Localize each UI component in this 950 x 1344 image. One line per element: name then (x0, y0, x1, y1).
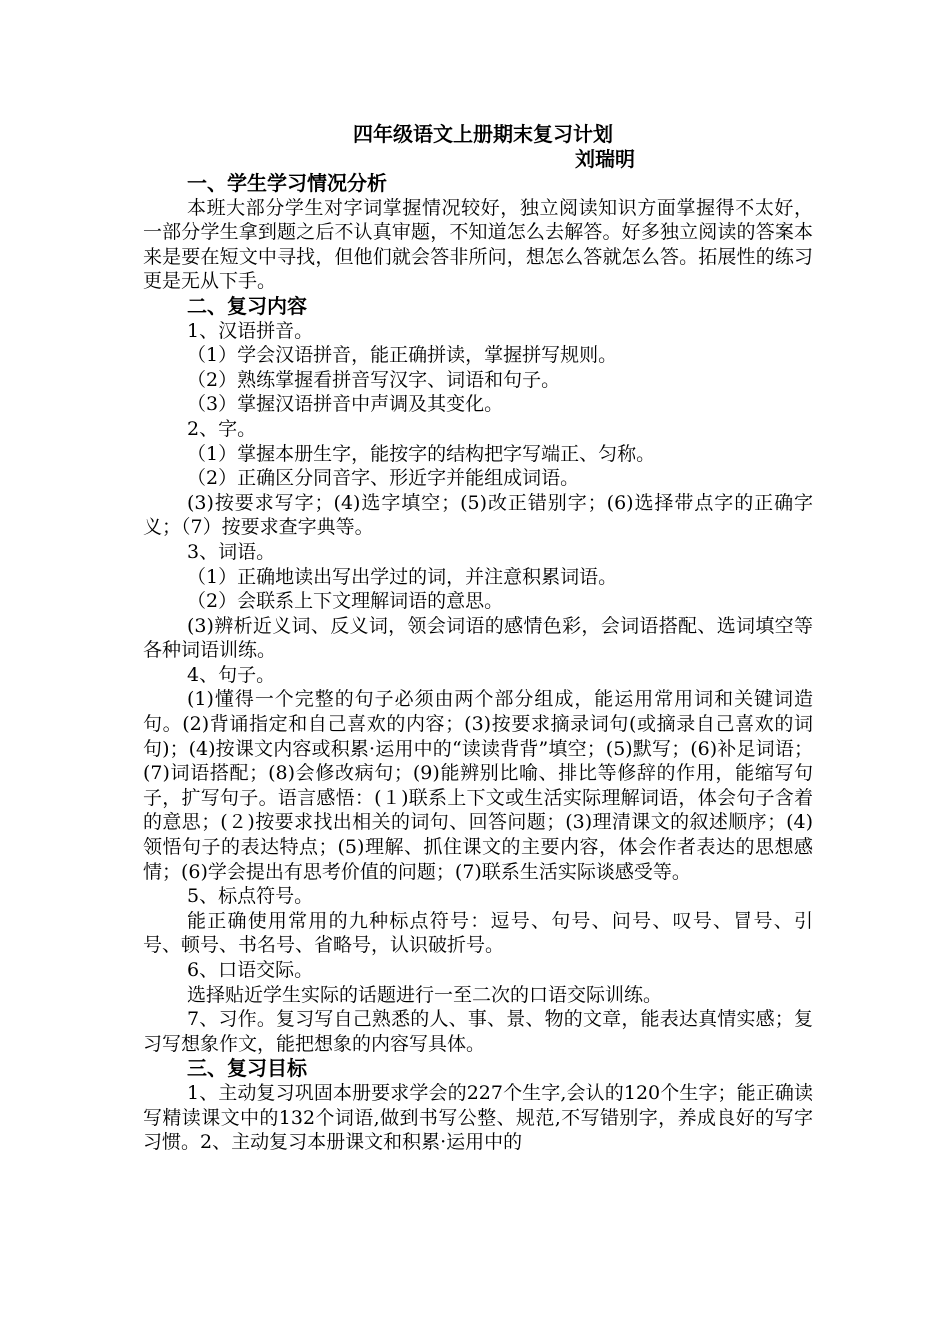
punctuation-paragraph: 能正确使用常用的九种标点符号：逗号、句号、问号、叹号、冒号、引号、顿号、书名号、省略号，认识破折号。 (143, 909, 813, 957)
list-item: （2）正确区分同音字、形近字并能组成词语。 (187, 467, 580, 490)
item-title-words: 3、词语。 (187, 540, 276, 563)
item-title-characters: 2、字。 (187, 417, 257, 440)
item-title-punctuation: 5、标点符号。 (187, 885, 314, 908)
analysis-paragraph: 本班大部分学生对字词掌握情况较好，独立阅读知识方面掌握得不太好，一部分学生拿到题之后不认真审题，不知道怎么去解答。好多独立阅读的答案本来是要在短文中寻找，但他们就会答非所问，想怎么答就怎么答。拓展性的练习更是无从下手。 (143, 196, 813, 293)
document-body (143, 121, 813, 1155)
item-title-pinyin: 1、汉语拼音。 (187, 319, 314, 342)
writing-paragraph: 7、习作。复习写自己熟悉的人、事、景、物的文章，能表达真情实感；复习写想象作文，能把想象的内容写具体。 (143, 1008, 813, 1055)
section-heading-analysis: 一、学生学习情况分析 (187, 171, 387, 195)
goals-paragraph: 1、主动复习巩固本册要求学会的227个生字,会认的120个生字；能正确读写精读课文中的132个词语,做到书写公整、规范,不写错别字，养成良好的写字习惯。2、主动复习本册课文和积累·运用中的 (143, 1081, 813, 1154)
characters-paragraph: (3)按要求写字；(4)选字填空；(5)改正错别字；(6)选择带点字的正确字义；（7）按要求查字典等。 (143, 491, 813, 539)
list-item: （1）掌握本册生字，能按字的结构把字写端正、匀称。 (187, 442, 656, 465)
list-item: （2）会联系上下文理解词语的意思。 (187, 590, 504, 613)
list-item: （1）正确地读出写出学过的词，并注意积累词语。 (187, 565, 618, 588)
section-heading-content: 二、复习内容 (187, 293, 307, 318)
item-title-oral: 6、口语交际。 (187, 959, 314, 981)
author-name: 刘瑞明 (575, 147, 635, 171)
sentences-paragraph: (1)懂得一个完整的句子必须由两个部分组成，能运用常用词和关键词造句。(2)背诵指定和自己喜欢的内容；(3)按要求摘录词句(或摘录自己喜欢的词句)；(4)按课文内容或积累·运用中的“读读背背”填空；(5)默写；(6)补足词语；(7)词语搭配；(8)会修改病句；(9)能辨别比喻、排比等修辞的作用，能缩写句子，扩写句子。语言感悟：(１)联系上下文或生活实际理解词语，体会句子含着的意思；(２)按要求找出相关的词句、回答问题；(3)理清课文的叙述顺序；(4)领悟句子的表达特点；(5)理解、抓住课文的主要内容，体会作者表达的思想感情；(6)学会提出有思考价值的问题；(7)联系生活实际谈感受等。 (143, 688, 813, 883)
list-item: （3）掌握汉语拼音中声调及其变化。 (187, 393, 504, 416)
list-item: （2）熟练掌握看拼音写汉字、词语和句子。 (187, 368, 561, 391)
document-title: 四年级语文上册期末复习计划 (353, 122, 613, 146)
words-paragraph: (3)辨析近义词、反义词，领会词语的感情色彩，会词语搭配、选词填空等各种词语训练。 (143, 614, 813, 662)
list-item: （1）学会汉语拼音，能正确拼读，掌握拼写规则。 (187, 344, 618, 367)
section-heading-goals: 三、复习目标 (187, 1056, 307, 1081)
item-title-sentences: 4、句子。 (187, 663, 276, 686)
oral-paragraph: 选择贴近学生实际的话题进行一至二次的口语交际训练。 (187, 983, 663, 1006)
